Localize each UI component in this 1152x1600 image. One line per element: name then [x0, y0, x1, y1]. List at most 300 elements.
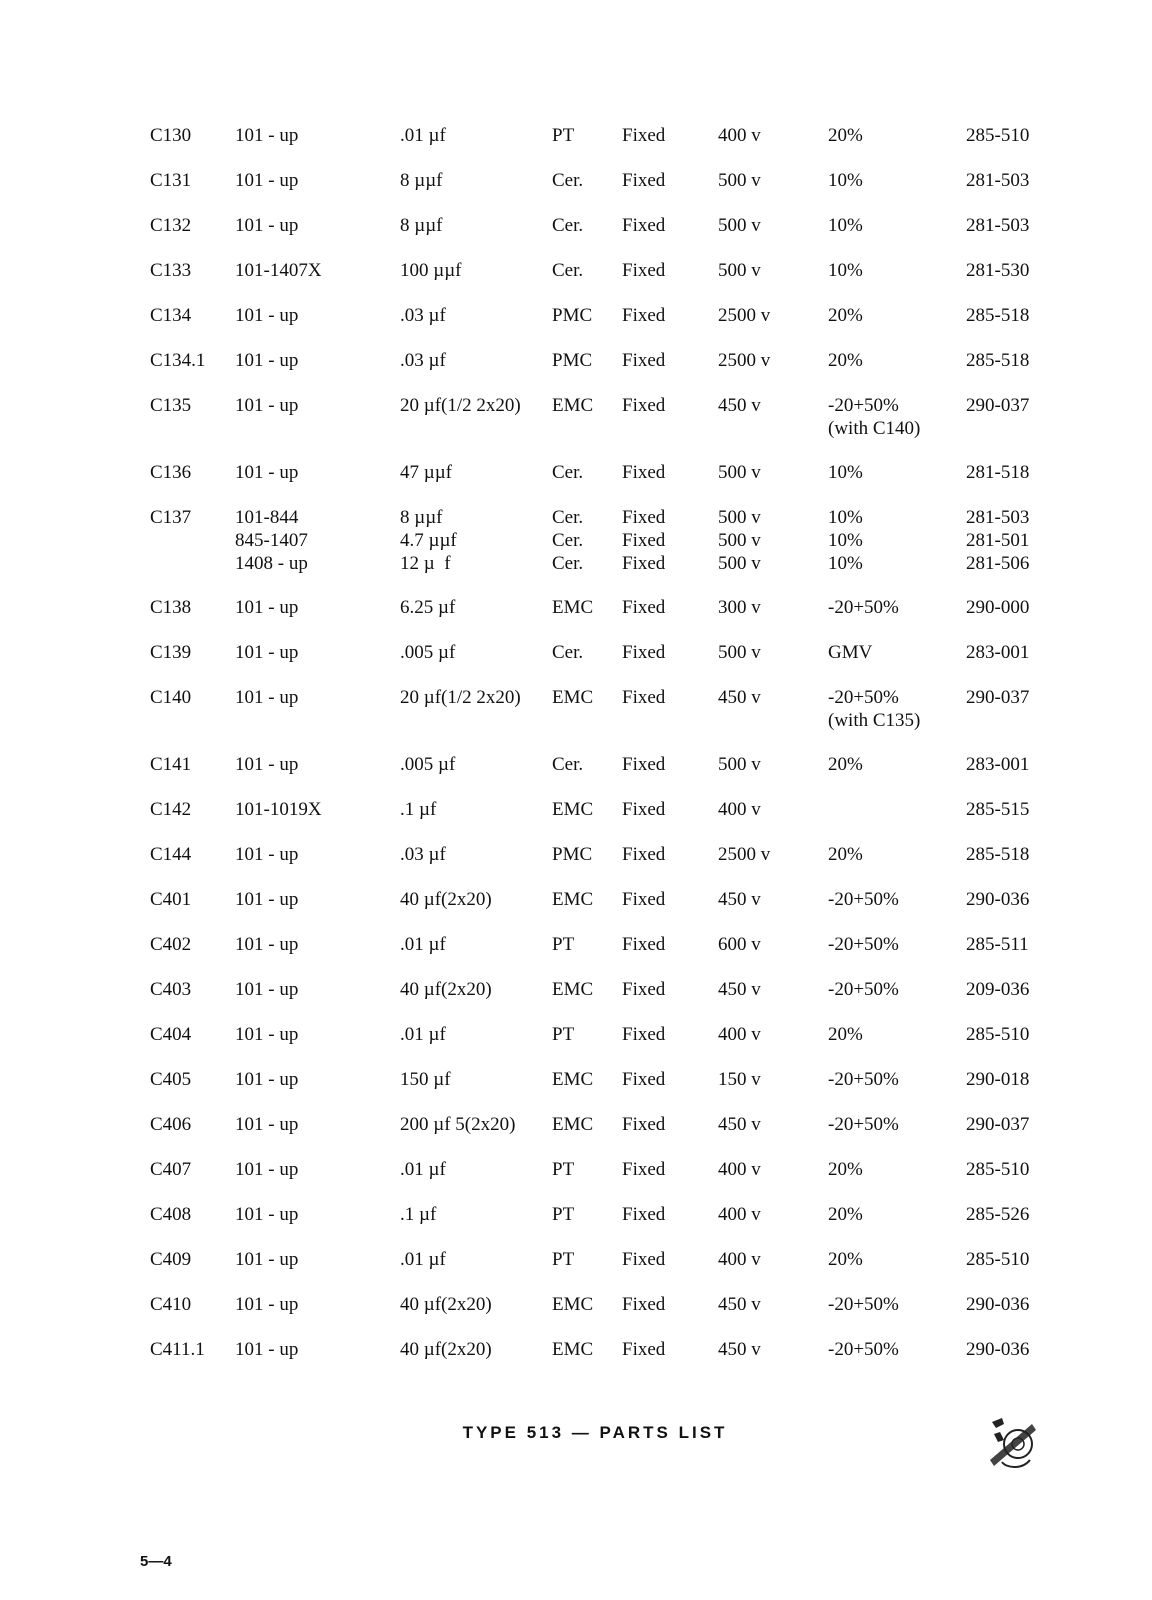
- mounting: [622, 394, 665, 417]
- tolerance-line: 10%: [828, 170, 863, 191]
- serial-number-line: 845-1407: [235, 530, 308, 551]
- capacitance-value-line: .01 µf: [400, 1249, 446, 1270]
- part-number-line: 290-037: [966, 687, 1030, 708]
- capacitor-type: [552, 798, 593, 821]
- voltage-rating-line: 600 v: [718, 934, 761, 955]
- tolerance: [828, 596, 899, 619]
- part-number-line: 290-036: [966, 1339, 1030, 1360]
- part-number-line: 290-036: [966, 1294, 1030, 1315]
- tolerance-line: 20%: [828, 125, 863, 146]
- capacitance-value-line: .005 µf: [400, 754, 456, 775]
- mounting-line: Fixed: [622, 597, 666, 618]
- voltage-rating-line: 400 v: [718, 1249, 761, 1270]
- capacitor-type: [552, 1203, 574, 1226]
- voltage-rating-line: 400 v: [718, 1204, 761, 1225]
- capacitance-value-line: 20 µf(1/2 2x20): [400, 687, 521, 708]
- capacitance-value-line: 40 µf(2x20): [400, 979, 492, 1000]
- capacitance-value: [400, 214, 442, 237]
- capacitance-value: [400, 978, 492, 1001]
- tolerance: [828, 259, 863, 282]
- voltage-rating-line: 450 v: [718, 979, 761, 1000]
- mounting: [622, 259, 665, 282]
- mounting: [622, 798, 665, 821]
- footer-title: TYPE 513 — PARTS LIST: [462, 1423, 728, 1442]
- capacitance-value: [400, 1248, 446, 1271]
- voltage-rating-line: 450 v: [718, 687, 761, 708]
- capacitor-type: [552, 753, 583, 776]
- part-number-line: 285-510: [966, 1249, 1030, 1270]
- serial-number-line: 101 - up: [235, 125, 299, 146]
- mounting-line: Fixed: [622, 305, 666, 326]
- table-row: [150, 461, 1050, 484]
- capacitance-value: [400, 596, 455, 619]
- tolerance: [828, 1158, 863, 1181]
- serial-number: [235, 843, 298, 866]
- table-row: [150, 1338, 1050, 1361]
- tolerance-line: -20+50%: [828, 1339, 899, 1360]
- voltage-rating: [718, 888, 761, 911]
- voltage-rating-line: 500 v: [718, 507, 761, 528]
- capacitor-type-line: PT: [552, 1024, 575, 1045]
- tolerance-line: -20+50%: [828, 597, 899, 618]
- voltage-rating: [718, 596, 761, 619]
- tolerance-line: 10%: [828, 215, 863, 236]
- circuit-ref: C401: [150, 889, 192, 910]
- serial-number-line: 101 - up: [235, 687, 299, 708]
- part-number-line: 285-510: [966, 1024, 1030, 1045]
- part-number: [966, 686, 1029, 709]
- voltage-rating-line: 500 v: [718, 642, 761, 663]
- tolerance: [828, 1248, 863, 1271]
- voltage-rating: [718, 124, 761, 147]
- capacitor-type-line: Cer.: [552, 507, 584, 528]
- part-number-line: 281-506: [966, 553, 1030, 574]
- capacitance-value: [400, 1203, 436, 1226]
- mounting: [622, 1248, 665, 1271]
- mounting: [622, 1113, 665, 1136]
- tolerance: [828, 461, 863, 484]
- mounting: [622, 843, 665, 866]
- capacitor-type-line: EMC: [552, 799, 594, 820]
- mounting-line: Fixed: [622, 889, 666, 910]
- capacitor-type: [552, 214, 583, 237]
- capacitor-type-line: PT: [552, 934, 575, 955]
- capacitance-value-line: .03 µf: [400, 305, 446, 326]
- serial-number: [235, 394, 298, 417]
- table-row: [150, 686, 1050, 732]
- capacitor-type-line: PMC: [552, 844, 593, 865]
- table-row: [150, 843, 1050, 866]
- page-number: 5—4: [140, 1553, 172, 1570]
- tolerance-line: 20%: [828, 1204, 863, 1225]
- mounting-line: Fixed: [622, 553, 666, 574]
- part-number: [966, 1293, 1029, 1316]
- circuit-ref: C139: [150, 642, 192, 663]
- voltage-rating: [718, 214, 761, 237]
- tolerance-line: -20+50%: [828, 934, 899, 955]
- capacitor-type: [552, 1338, 593, 1361]
- voltage-rating: [718, 978, 761, 1001]
- tolerance: [828, 753, 863, 776]
- voltage-rating: [718, 304, 770, 327]
- capacitor-type: [552, 461, 583, 484]
- tolerance: [828, 933, 899, 956]
- part-number-line: 281-503: [966, 170, 1030, 191]
- circuit-ref: C135: [150, 395, 192, 416]
- serial-number: [235, 214, 298, 237]
- capacitor-type: [552, 1113, 593, 1136]
- table-row: [150, 1248, 1050, 1271]
- mounting-line: Fixed: [622, 260, 666, 281]
- tektronix-logo-icon: [982, 1410, 1046, 1474]
- capacitor-type-line: PMC: [552, 305, 593, 326]
- capacitance-value-line: .1 µf: [400, 799, 437, 820]
- voltage-rating: [718, 349, 770, 372]
- tolerance-line: 10%: [828, 507, 863, 528]
- part-number: [966, 1158, 1029, 1181]
- part-number-line: 281-518: [966, 462, 1030, 483]
- voltage-rating: [718, 1203, 761, 1226]
- voltage-rating: [718, 394, 761, 417]
- capacitance-value: [400, 1113, 515, 1136]
- mounting: [622, 169, 665, 192]
- mounting: [622, 1023, 665, 1046]
- voltage-rating-line: 500 v: [718, 530, 761, 551]
- serial-number-line: 101 - up: [235, 1159, 299, 1180]
- circuit-ref: C409: [150, 1249, 192, 1270]
- table-row: [150, 753, 1050, 776]
- tolerance-line: 10%: [828, 553, 863, 574]
- part-number-line: 285-518: [966, 305, 1030, 326]
- table-row: [150, 304, 1050, 327]
- serial-number-line: 101 - up: [235, 170, 299, 191]
- mounting: [622, 888, 665, 911]
- part-number-line: 281-503: [966, 215, 1030, 236]
- capacitance-value-line: .03 µf: [400, 844, 446, 865]
- capacitor-type: [552, 1158, 574, 1181]
- circuit-ref: C402: [150, 934, 192, 955]
- part-number: [966, 169, 1029, 192]
- voltage-rating-line: 300 v: [718, 597, 761, 618]
- capacitor-type-line: PT: [552, 125, 575, 146]
- table-row: [150, 394, 1050, 440]
- mounting-line: Fixed: [622, 642, 666, 663]
- table-row: [150, 1023, 1050, 1046]
- part-number-line: 290-037: [966, 395, 1030, 416]
- mounting-line: Fixed: [622, 170, 666, 191]
- voltage-rating: [718, 169, 761, 192]
- tolerance: [828, 349, 863, 372]
- tolerance: [828, 214, 863, 237]
- capacitance-value-line: 8 µµf: [400, 507, 443, 528]
- mounting-line: Fixed: [622, 844, 666, 865]
- capacitance-value-line: .01 µf: [400, 125, 446, 146]
- serial-number-line: 101 - up: [235, 597, 299, 618]
- serial-number: [235, 1338, 298, 1361]
- mounting: [622, 933, 665, 956]
- capacitance-value: [400, 1293, 492, 1316]
- part-number-line: 290-000: [966, 597, 1030, 618]
- serial-number: [235, 1293, 298, 1316]
- capacitor-type-line: EMC: [552, 889, 594, 910]
- table-row: [150, 1293, 1050, 1316]
- capacitor-type: [552, 1248, 574, 1271]
- mounting: [622, 1158, 665, 1181]
- circuit-ref: C144: [150, 844, 192, 865]
- circuit-ref: C406: [150, 1114, 192, 1135]
- capacitor-type: [552, 394, 593, 417]
- tolerance-line: 20%: [828, 844, 863, 865]
- capacitor-type-line: PT: [552, 1249, 575, 1270]
- tolerance-line: 20%: [828, 754, 863, 775]
- circuit-ref: C138: [150, 597, 192, 618]
- tolerance: [828, 843, 863, 866]
- capacitance-value-line: 6.25 µf: [400, 597, 456, 618]
- capacitor-type-line: EMC: [552, 597, 594, 618]
- mounting-line: Fixed: [622, 530, 666, 551]
- mounting-line: Fixed: [622, 687, 666, 708]
- mounting: [622, 1338, 665, 1361]
- capacitance-value-line: 150 µf: [400, 1069, 451, 1090]
- capacitor-type-line: Cer.: [552, 754, 584, 775]
- part-number: [966, 506, 1029, 575]
- circuit-ref: C410: [150, 1294, 192, 1315]
- mounting-line: Fixed: [622, 1024, 666, 1045]
- serial-number: [235, 686, 298, 709]
- capacitance-value-line: .03 µf: [400, 350, 446, 371]
- mounting: [622, 753, 665, 776]
- part-number: [966, 1338, 1029, 1361]
- mounting: [622, 641, 665, 664]
- part-number: [966, 1248, 1029, 1271]
- part-number-line: 285-518: [966, 844, 1030, 865]
- tolerance: [828, 1203, 863, 1226]
- serial-number: [235, 1113, 298, 1136]
- tolerance-line: 20%: [828, 1024, 863, 1045]
- serial-number: [235, 1248, 298, 1271]
- circuit-ref: C130: [150, 125, 192, 146]
- serial-number-line: 101 - up: [235, 754, 299, 775]
- voltage-rating-line: 500 v: [718, 553, 761, 574]
- part-number: [966, 124, 1029, 147]
- serial-number: [235, 304, 298, 327]
- voltage-rating-line: 400 v: [718, 1159, 761, 1180]
- mounting-line: Fixed: [622, 1339, 666, 1360]
- tolerance: [828, 169, 863, 192]
- serial-number-line: 101 - up: [235, 1114, 299, 1135]
- capacitor-type-line: EMC: [552, 979, 594, 1000]
- part-number-line: 285-511: [966, 934, 1029, 955]
- tolerance: [828, 394, 920, 440]
- serial-number: [235, 933, 298, 956]
- capacitance-value: [400, 1338, 492, 1361]
- table-row: [150, 978, 1050, 1001]
- tolerance-line: 10%: [828, 260, 863, 281]
- serial-number: [235, 1023, 298, 1046]
- part-number-line: 285-526: [966, 1204, 1030, 1225]
- table-row: [150, 798, 1050, 821]
- capacitance-value-line: .01 µf: [400, 1024, 446, 1045]
- part-number: [966, 214, 1029, 237]
- capacitor-type-line: EMC: [552, 395, 594, 416]
- capacitance-value: [400, 1158, 446, 1181]
- capacitor-type-line: PMC: [552, 350, 593, 371]
- voltage-rating: [718, 1068, 761, 1091]
- voltage-rating: [718, 1158, 761, 1181]
- part-number: [966, 641, 1029, 664]
- capacitance-value-line: .01 µf: [400, 1159, 446, 1180]
- capacitance-value: [400, 304, 446, 327]
- mounting-line: Fixed: [622, 979, 666, 1000]
- mounting: [622, 1293, 665, 1316]
- capacitor-type: [552, 304, 592, 327]
- voltage-rating-line: 450 v: [718, 1114, 761, 1135]
- capacitance-value: [400, 169, 442, 192]
- mounting: [622, 978, 665, 1001]
- mounting-line: Fixed: [622, 215, 666, 236]
- circuit-ref: C131: [150, 170, 192, 191]
- voltage-rating-line: 500 v: [718, 462, 761, 483]
- mounting-line: Fixed: [622, 462, 666, 483]
- circuit-ref: C403: [150, 979, 192, 1000]
- tolerance-line: (with C140): [828, 418, 921, 439]
- capacitance-value: [400, 461, 452, 484]
- serial-number: [235, 978, 298, 1001]
- voltage-rating-line: 400 v: [718, 125, 761, 146]
- voltage-rating-line: 2500 v: [718, 305, 771, 326]
- table-row: [150, 641, 1050, 664]
- part-number: [966, 978, 1029, 1001]
- capacitance-value-line: 12 µ f: [400, 553, 451, 574]
- tolerance: [828, 1068, 899, 1091]
- serial-number-line: 101 - up: [235, 305, 299, 326]
- tolerance: [828, 304, 863, 327]
- capacitance-value-line: 100 µµf: [400, 260, 462, 281]
- capacitance-value: [400, 888, 492, 911]
- capacitor-type-line: Cer.: [552, 170, 584, 191]
- capacitor-type-line: EMC: [552, 1339, 594, 1360]
- capacitor-type: [552, 596, 593, 619]
- tolerance-line: -20+50%: [828, 889, 899, 910]
- circuit-ref: C407: [150, 1159, 192, 1180]
- part-number: [966, 933, 1029, 956]
- serial-number: [235, 169, 298, 192]
- table-row: [150, 349, 1050, 372]
- serial-number: [235, 1203, 298, 1226]
- serial-number: [235, 1158, 298, 1181]
- capacitance-value-line: 40 µf(2x20): [400, 1339, 492, 1360]
- voltage-rating-line: 450 v: [718, 1294, 761, 1315]
- capacitor-type-line: EMC: [552, 1294, 594, 1315]
- circuit-ref: C404: [150, 1024, 192, 1045]
- capacitor-type-line: Cer.: [552, 462, 584, 483]
- voltage-rating-line: 500 v: [718, 215, 761, 236]
- serial-number-line: 101-1407X: [235, 260, 322, 281]
- voltage-rating-line: 450 v: [718, 1339, 761, 1360]
- serial-number: [235, 461, 298, 484]
- serial-number: [235, 596, 298, 619]
- circuit-ref: C140: [150, 687, 192, 708]
- tolerance: [828, 1113, 899, 1136]
- part-number: [966, 394, 1029, 417]
- capacitance-value-line: 200 µf 5(2x20): [400, 1114, 516, 1135]
- capacitance-value: [400, 798, 436, 821]
- tolerance: [828, 506, 863, 575]
- mounting: [622, 124, 665, 147]
- capacitor-type: [552, 888, 593, 911]
- capacitance-value: [400, 394, 521, 417]
- capacitance-value: [400, 641, 455, 664]
- tolerance-line: 10%: [828, 462, 863, 483]
- voltage-rating-line: 450 v: [718, 889, 761, 910]
- part-number-line: 281-501: [966, 530, 1030, 551]
- tolerance-line: (with C135): [828, 710, 921, 731]
- voltage-rating: [718, 686, 761, 709]
- voltage-rating: [718, 1113, 761, 1136]
- voltage-rating: [718, 933, 761, 956]
- capacitance-value-line: 47 µµf: [400, 462, 452, 483]
- capacitor-type: [552, 506, 583, 575]
- capacitance-value-line: 8 µµf: [400, 170, 443, 191]
- voltage-rating: [718, 1023, 761, 1046]
- circuit-ref: C137: [150, 507, 192, 528]
- tolerance-line: 10%: [828, 530, 863, 551]
- mounting: [622, 349, 665, 372]
- circuit-ref: C411.1: [150, 1339, 205, 1360]
- circuit-ref: C142: [150, 799, 192, 820]
- part-number: [966, 1113, 1029, 1136]
- capacitor-type-line: PT: [552, 1204, 575, 1225]
- serial-number-line: 101 - up: [235, 462, 299, 483]
- capacitor-type-line: EMC: [552, 1069, 594, 1090]
- capacitance-value: [400, 843, 446, 866]
- tolerance-line: -20+50%: [828, 979, 899, 1000]
- capacitor-type: [552, 641, 583, 664]
- capacitance-value-line: 8 µµf: [400, 215, 443, 236]
- tolerance: [828, 978, 899, 1001]
- capacitance-value: [400, 349, 446, 372]
- part-number: [966, 753, 1029, 776]
- mounting: [622, 506, 665, 575]
- mounting-line: Fixed: [622, 395, 666, 416]
- tolerance: [828, 1293, 899, 1316]
- capacitance-value: [400, 933, 446, 956]
- circuit-ref: C136: [150, 462, 192, 483]
- part-number: [966, 349, 1029, 372]
- voltage-rating: [718, 461, 761, 484]
- capacitor-type: [552, 978, 593, 1001]
- voltage-rating: [718, 753, 761, 776]
- part-number: [966, 798, 1029, 821]
- table-row: [150, 888, 1050, 911]
- capacitance-value-line: 40 µf(2x20): [400, 1294, 492, 1315]
- capacitor-type: [552, 843, 592, 866]
- mounting-line: Fixed: [622, 1204, 666, 1225]
- part-number-line: 281-503: [966, 507, 1030, 528]
- circuit-ref: C133: [150, 260, 192, 281]
- part-number-line: 285-518: [966, 350, 1030, 371]
- part-number: [966, 1068, 1029, 1091]
- serial-number: [235, 349, 298, 372]
- serial-number-line: 101 - up: [235, 934, 299, 955]
- capacitor-type-line: Cer.: [552, 642, 584, 663]
- mounting: [622, 686, 665, 709]
- mounting-line: Fixed: [622, 934, 666, 955]
- serial-number-line: 101 - up: [235, 395, 299, 416]
- serial-number-line: 101 - up: [235, 1069, 299, 1090]
- tolerance: [828, 641, 872, 664]
- tolerance: [828, 124, 863, 147]
